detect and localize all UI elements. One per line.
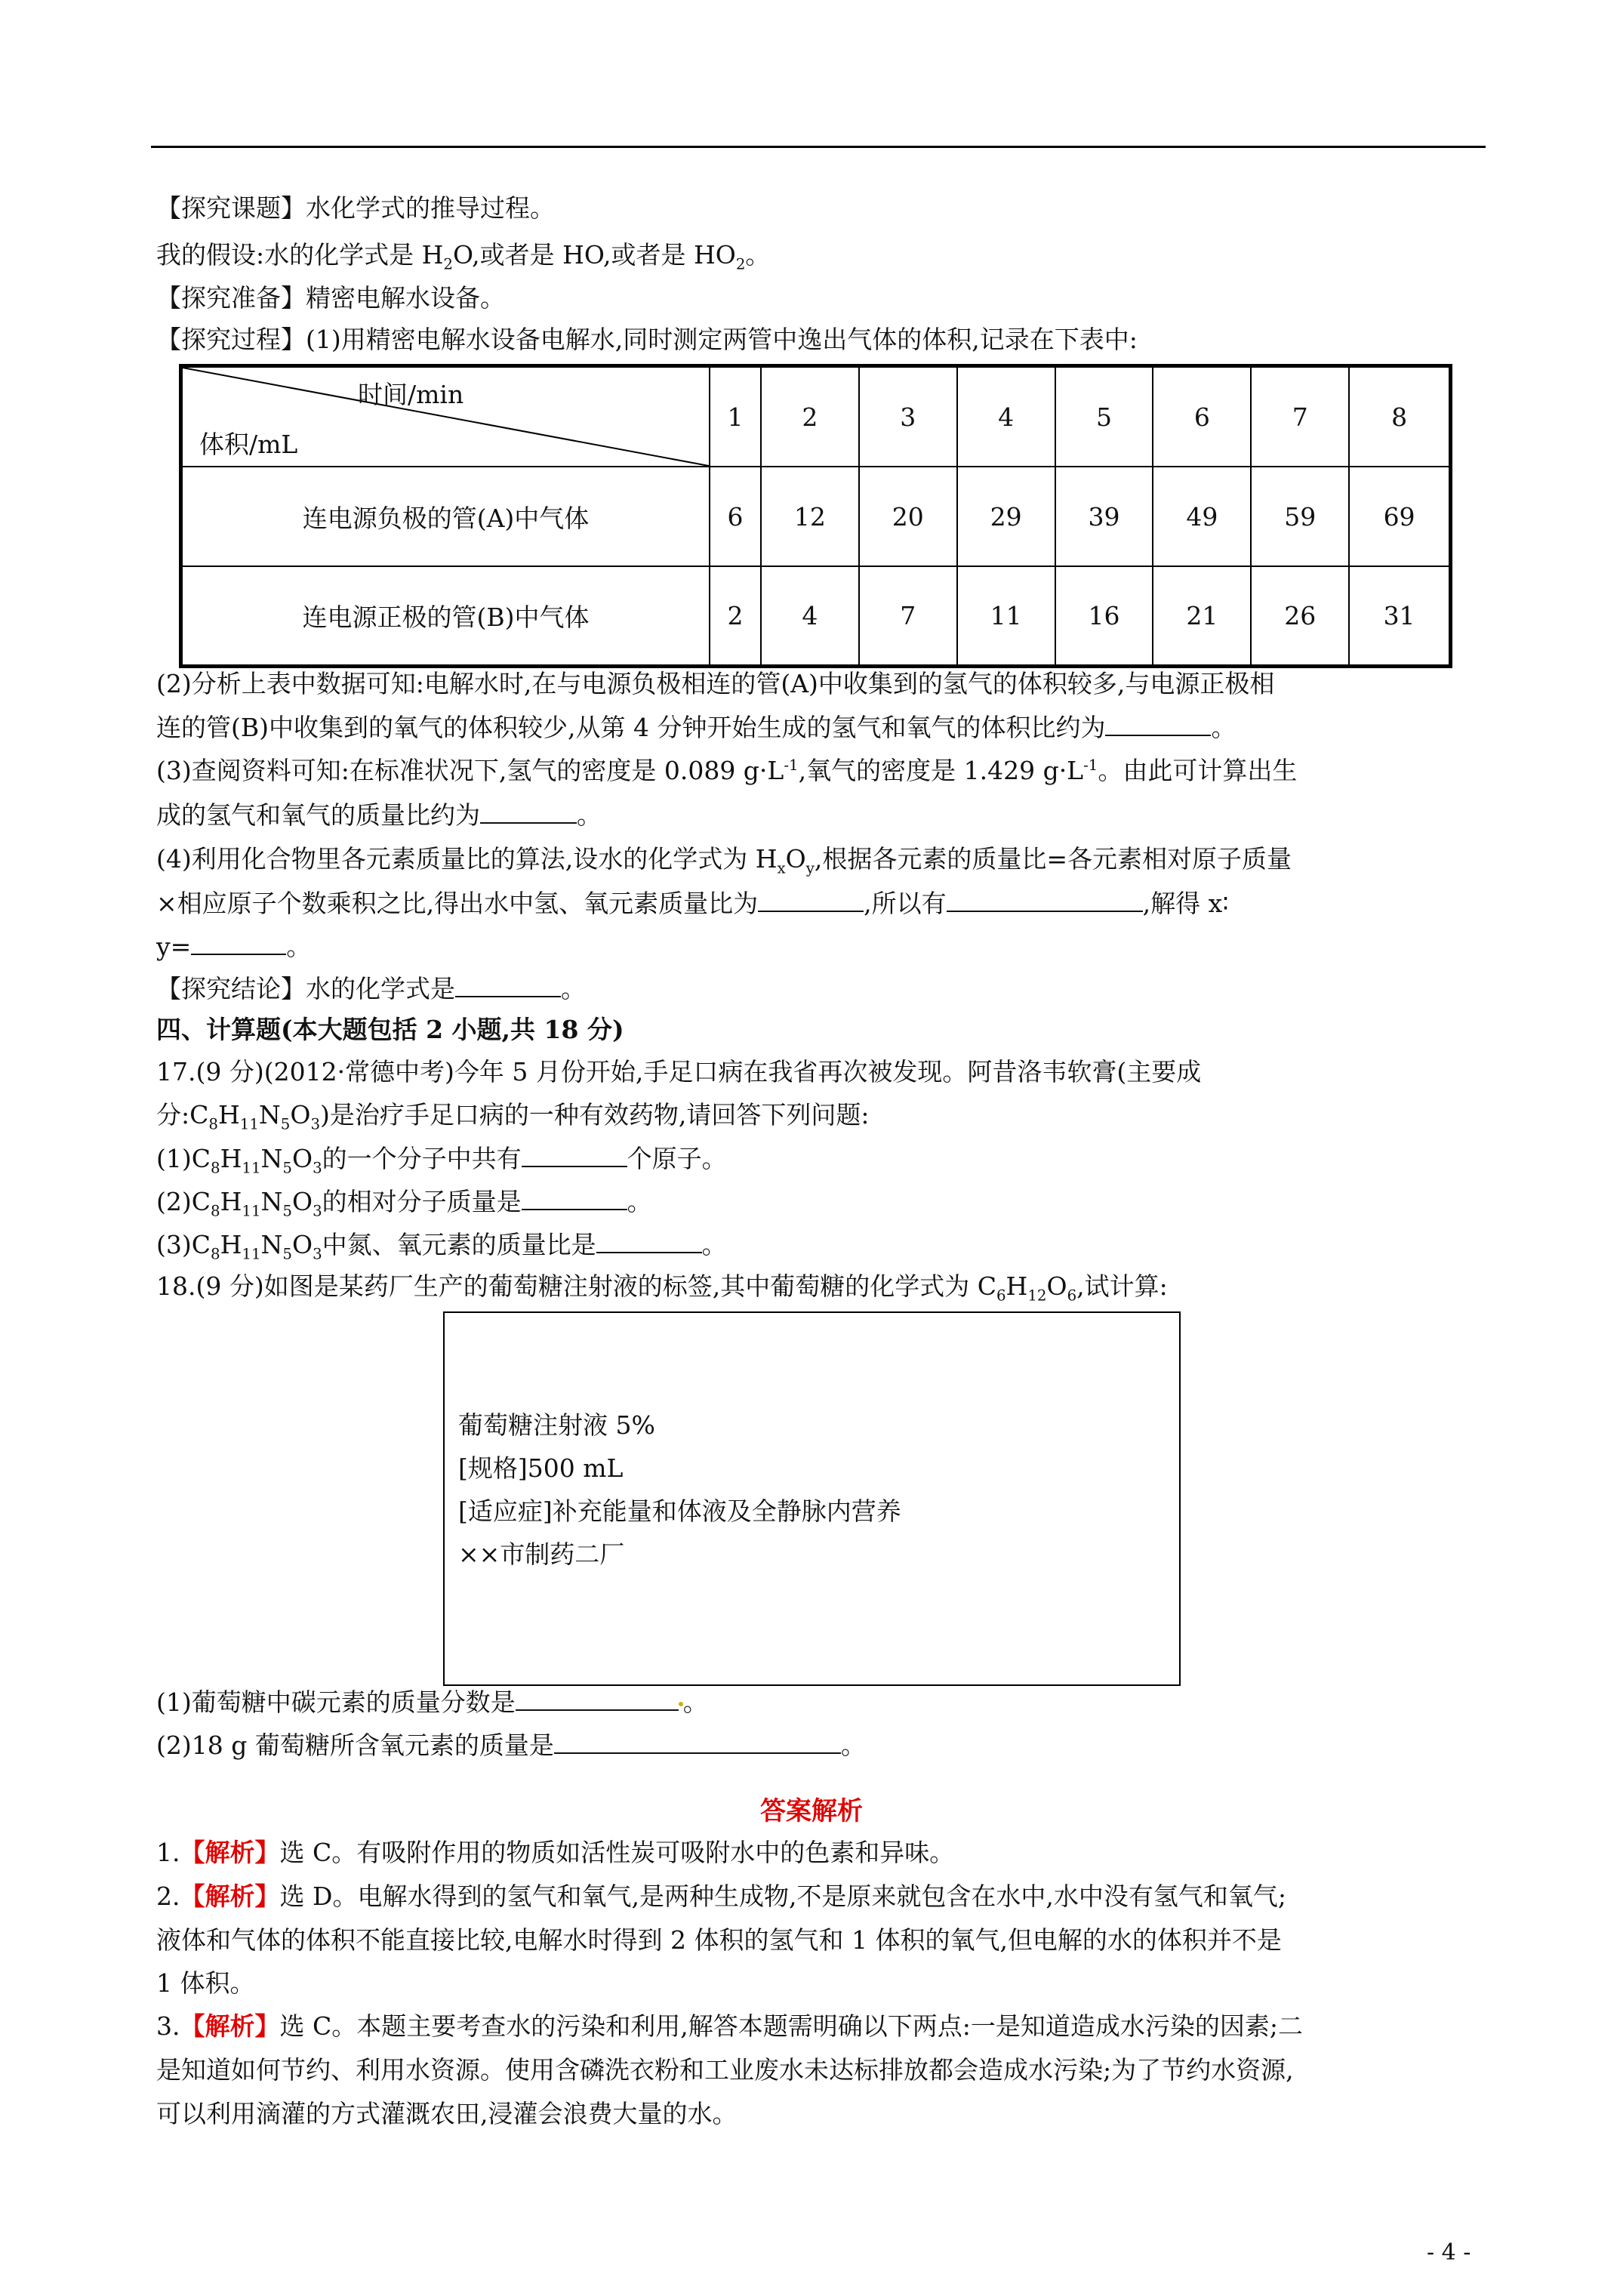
prep-line: 【探究准备】精密电解水设备。	[156, 283, 505, 313]
table-cell: 26	[1251, 566, 1349, 666]
conclusion-line: 【探究结论】水的化学式是 。	[156, 974, 586, 1003]
q2-line1: (2)分析上表中数据可知:电解水时,在与电源负极相连的管(A)中收集到的氢气的体积较多,与电源正极相	[156, 669, 1275, 698]
q2-line2: 连的管(B)中收集到的氧气的体积较少,从第 4 分钟开始生成的氢气和氧气的体积比约为 。	[156, 713, 1236, 742]
answer-blank[interactable]	[191, 931, 286, 955]
q17-line2: 分$:C_8H_{11}N_5O_3$)是治疗手足口病的一种有效药物,请回答下列问题:	[156, 1100, 870, 1133]
table-cell: 2	[710, 566, 761, 666]
time-header: 6	[1153, 366, 1251, 467]
answer-blank[interactable]	[516, 1687, 679, 1711]
page-number: - 4 -	[1427, 2239, 1471, 2266]
time-header: 4	[957, 366, 1055, 467]
q18-1: (1)葡萄糖中碳元素的质量分数是 。	[156, 1687, 708, 1717]
answer-blank[interactable]	[522, 1186, 627, 1210]
q17-2: $(2)C_8H_{11}N_5O_3$的相对分子质量是 。	[156, 1187, 652, 1220]
table-cell: 20	[859, 467, 957, 566]
label-line: 葡萄糖注射液 5%	[458, 1410, 655, 1440]
table-cell: 69	[1349, 467, 1450, 566]
answer-2-line2: 液体和气体的体积不能直接比较,电解水时得到 2 体积的氢气和 1 体积的氧气,但电解的水的体积并不是	[156, 1925, 1282, 1955]
q18-line: 18.(9 分)如图是某药厂生产的葡萄糖注射液的标签,其中葡萄糖的化学式为 $C_6H_{12}O_6$,试计算:	[156, 1271, 1168, 1305]
q18-2: (2)18 g 葡萄糖所含氧元素的质量是 。	[156, 1730, 866, 1760]
table-cell: 4	[761, 566, 859, 666]
table-cell: 29	[957, 467, 1055, 566]
table-cell: 7	[859, 566, 957, 666]
q17-3: $(3)C_8H_{11}N_5O_3$中氮、氧元素的质量比是 。	[156, 1230, 727, 1263]
time-header: 3	[859, 366, 957, 467]
time-header: 1	[710, 366, 761, 467]
q4-line1: (4)利用化合物里各元素质量比的算法,设水的化学式为 $H_xO_y$,根据各元素的质量比=各元素相对原子质量	[156, 844, 1292, 877]
answer-blank[interactable]	[1105, 712, 1211, 736]
time-header: 2	[761, 366, 859, 467]
answers-title: 答案解析	[760, 1796, 863, 1826]
label-line: [规格]500 mL	[458, 1453, 624, 1483]
answer-2-line3: 1 体积。	[156, 1968, 255, 1998]
answer-blank[interactable]	[480, 800, 577, 824]
answer-blank[interactable]	[758, 888, 864, 912]
table-cell: 39	[1055, 467, 1153, 566]
answer-blank[interactable]	[947, 888, 1143, 912]
header-rule	[151, 146, 1486, 148]
header-volume: 体积/mL	[199, 430, 298, 459]
q4-line2: ×相应原子个数乘积之比,得出水中氢、氧元素质量比为 ,所以有 ,解得 x∶	[156, 889, 1229, 918]
q4-line3: y= 。	[156, 932, 312, 961]
answer-2: 2.【解析】选 D。电解水得到的氢气和氧气,是两种生成物,不是原来就包含在水中,水中没有氢气和氧气;	[156, 1881, 1287, 1911]
table-cell: 11	[957, 566, 1055, 666]
answer-3: 3.【解析】选 C。本题主要考查水的污染和利用,解答本题需明确以下两点:一是知道造成水污染的因素;二	[156, 2011, 1303, 2041]
answer-blank[interactable]	[522, 1143, 627, 1167]
q17-line1: 17.(9 分)(2012·常德中考)今年 5 月份开始,手足口病在我省再次被发现。阿昔洛韦软膏(主要成	[156, 1057, 1202, 1086]
table-cell: 49	[1153, 467, 1251, 566]
label-line: [适应症]补充能量和体液及全静脉内营养	[458, 1496, 901, 1526]
hypothesis-line: 我的假设:水的化学式是 $H_2O$,或者是 HO,或者是 $HO_2$。	[156, 240, 771, 273]
q3-line2: 成的氢气和氧气的质量比约为 。	[156, 800, 602, 830]
row-label: 连电源正极的管(B)中气体	[181, 566, 710, 666]
answer-blank[interactable]	[455, 973, 561, 997]
time-header: 8	[1349, 366, 1450, 467]
answer-1: 1.【解析】选 C。有吸附作用的物质如活性炭可吸附水中的色素和异味。	[156, 1838, 955, 1867]
table-cell: 31	[1349, 566, 1450, 666]
time-header: 7	[1251, 366, 1349, 467]
table-row	[181, 467, 1451, 566]
table-header-row	[181, 366, 1451, 467]
label-line: ××市制药二厂	[458, 1539, 625, 1569]
time-header: 5	[1055, 366, 1153, 467]
q3-line1: (3)查阅资料可知:在标准状况下,氢气的密度是 0.089 $g\cdot L^{-1}$,氧气的密度是 1.429 $g\cdot L^{-1}$。由此可计算出生	[156, 756, 1298, 785]
calc-heading: 四、计算题(本大题包括 2 小题,共 18 分)	[156, 1015, 624, 1044]
header-time: 时间/min	[358, 380, 464, 409]
answer-3-line2: 是知道如何节约、利用水资源。使用含磷洗衣粉和工业废水未达标排放都会造成水污染;为了节约水资源,	[156, 2055, 1294, 2085]
table-cell: 21	[1153, 566, 1251, 666]
diagonal-header-cell	[181, 366, 710, 467]
process-line: 【探究过程】(1)用精密电解水设备电解水,同时测定两管中逸出气体的体积,记录在下表中:	[156, 325, 1138, 354]
table-cell: 16	[1055, 566, 1153, 666]
row-label: 连电源负极的管(A)中气体	[181, 467, 710, 566]
topic-line: 【探究课题】水化学式的推导过程。	[156, 193, 555, 223]
table-row	[181, 566, 1451, 666]
q17-1: $(1)C_8H_{11}N_5O_3$的一个分子中共有 个原子。	[156, 1144, 727, 1177]
table-cell: 12	[761, 467, 859, 566]
electrolysis-table	[179, 364, 1452, 668]
table-cell: 6	[710, 467, 761, 566]
answer-3-line3: 可以利用滴灌的方式灌溉农田,浸灌会浪费大量的水。	[156, 2099, 738, 2128]
answer-blank[interactable]	[554, 1730, 841, 1754]
answer-blank[interactable]	[596, 1229, 702, 1253]
table-cell: 59	[1251, 467, 1349, 566]
glucose-label-box	[443, 1311, 1181, 1686]
